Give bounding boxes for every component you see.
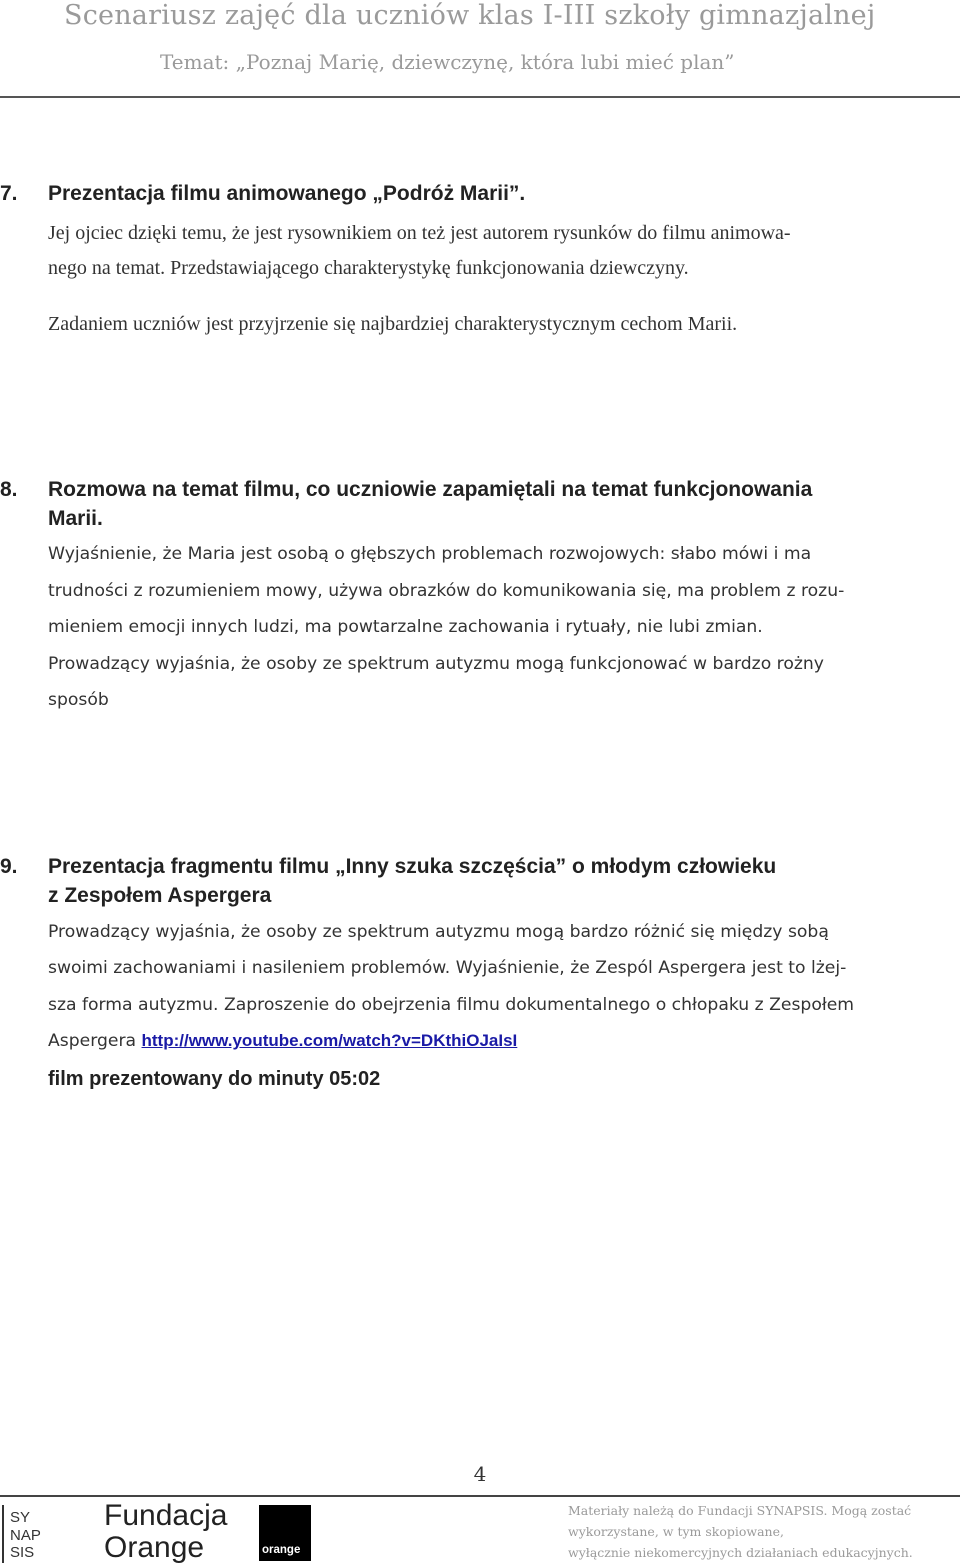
footer-note-line: wyłącznie niekomercyjnych działaniach edukacyjnych. <box>568 1545 913 1560</box>
section-title: Rozmowa na temat filmu, co uczniowie zapamiętali na temat funkcjonowania <box>48 478 813 501</box>
section-number: 7. <box>0 182 18 205</box>
paragraph-line: nego na temat. Przedstawiającego charakterystykę funkcjonowania dziewczyny. <box>48 257 689 279</box>
youtube-link[interactable]: http://www.youtube.com/watch?v=DKthiOJaIsI <box>141 1031 518 1050</box>
logo-text: SIS <box>10 1544 35 1561</box>
link-prefix: Aspergera <box>48 1031 137 1051</box>
section-title-cont: z Zespołem Aspergera <box>48 884 272 907</box>
orange-logo <box>259 1505 311 1561</box>
page-header <box>0 0 960 97</box>
document-subtitle: Temat: „Poznaj Marię, dziewczynę, która lubi mieć plan” <box>160 50 735 74</box>
paragraph-line: swoimi zachowaniami i nasileniem problemów. Wyjaśnienie, że Zespól Aspergera jest to lżej- <box>48 958 847 978</box>
fundacja-orange-logo <box>104 1500 227 1564</box>
footer-note <box>568 1500 960 1563</box>
section-number: 8. <box>0 478 18 501</box>
paragraph-line: Wyjaśnienie, że Maria jest osobą o głębszych problemach rozwojowych: słabo mówi i ma <box>48 544 812 564</box>
page-number: 4 <box>473 1462 487 1486</box>
section-title: Prezentacja filmu animowanego „Podróż Marii”. <box>48 182 526 205</box>
footer-divider <box>0 1495 960 1497</box>
section-number: 9. <box>0 855 18 878</box>
film-duration-note: film prezentowany do minuty 05:02 <box>48 1068 381 1090</box>
section-title-cont: Marii. <box>48 507 103 530</box>
paragraph-line: Zadaniem uczniów jest przyjrzenie się najbardziej charakterystycznym cechom Marii. <box>48 313 738 335</box>
synapsis-logo <box>2 1505 46 1563</box>
logo-bar <box>2 1505 4 1563</box>
logo-text: Orange <box>104 1531 205 1564</box>
logo-text: Fundacja <box>104 1499 228 1532</box>
paragraph-line: mieniem emocji innych ludzi, ma powtarzalne zachowania i rytuały, nie lubi zmian. <box>48 617 763 637</box>
paragraph-line: Jej ojciec dzięki temu, że jest rysownikiem on też jest autorem rysunków do filmu animowa- <box>48 222 791 244</box>
logo-text: NAP <box>10 1527 41 1544</box>
document-title: Scenariusz zajęć dla uczniów klas I-III szkoły gimnazjalnej <box>64 0 876 31</box>
paragraph-line: trudności z rozumieniem mowy, używa obrazków do komunikowania się, ma problem z rozu- <box>48 581 845 601</box>
paragraph-line: sposób <box>48 690 109 710</box>
logo-text: SY <box>10 1509 31 1526</box>
header-divider <box>0 96 960 98</box>
paragraph-line: Prowadzący wyjaśnia, że osoby ze spektrum autyzmu mogą funkcjonować w bardzo rożny <box>48 654 824 674</box>
logo-text: orange <box>262 1544 301 1556</box>
paragraph-line-with-link <box>48 1031 517 1051</box>
paragraph-line: Prowadzący wyjaśnia, że osoby ze spektrum autyzmu mogą bardzo różnić się między sobą <box>48 922 829 942</box>
paragraph-line: sza forma autyzmu. Zaproszenie do obejrzenia filmu dokumentalnego o chłopaku z Zespołem <box>48 995 855 1015</box>
footer-note-line: Materiały należą do Fundacji SYNAPSIS. Mogą zostać wykorzystane, w tym skopiowane, <box>568 1503 912 1539</box>
section-title: Prezentacja fragmentu filmu „Inny szuka szczęścia” o młodym człowieku <box>48 855 777 878</box>
